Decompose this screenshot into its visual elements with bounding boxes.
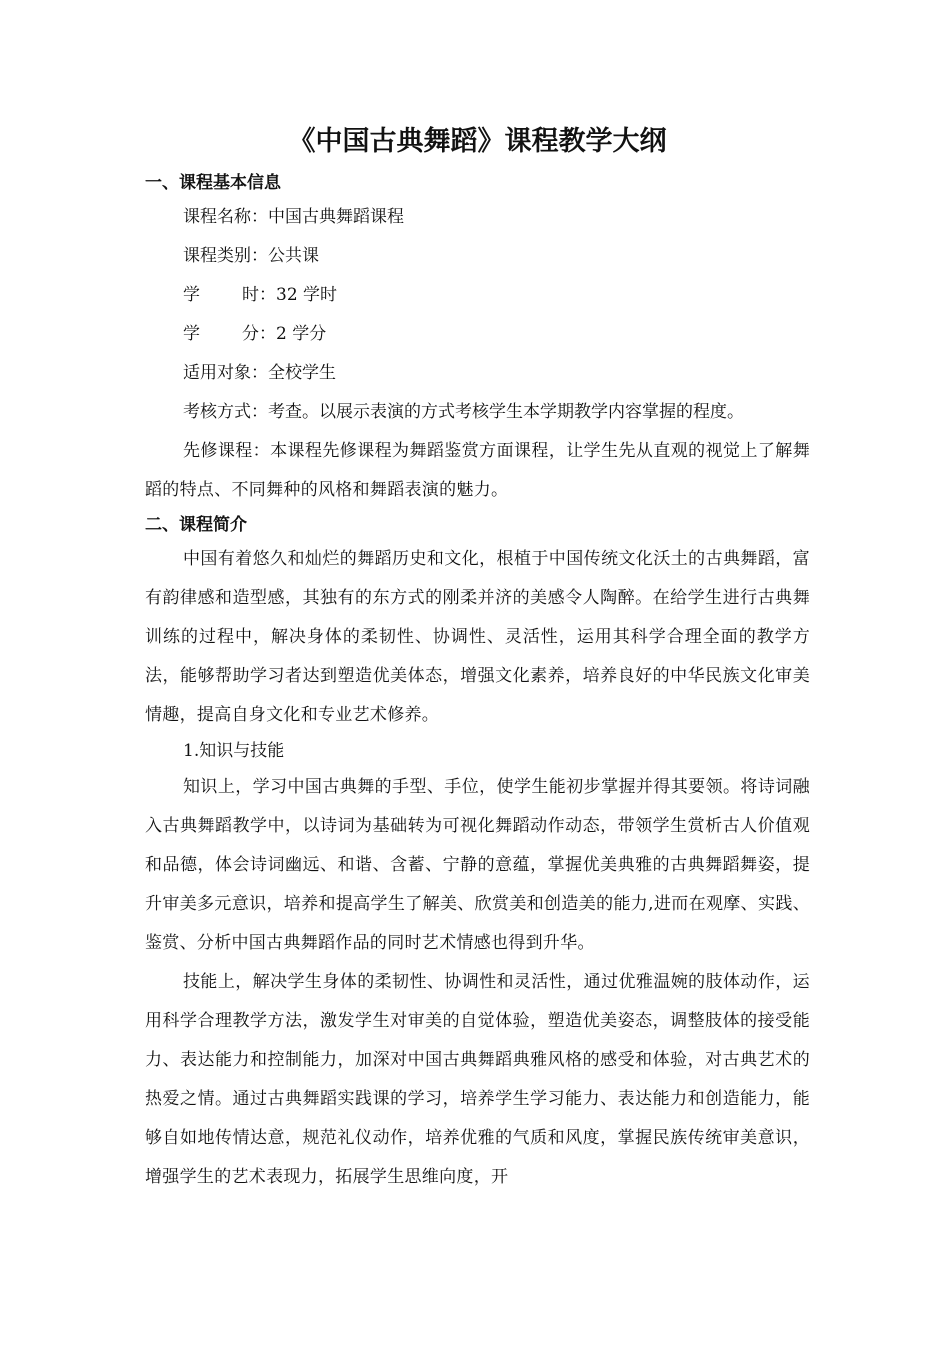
field-course-type xyxy=(145,237,810,276)
field-hours xyxy=(145,276,810,315)
subheading-knowledge-skills: 1.知识与技能 xyxy=(183,741,285,761)
field-value: 考查。以展示表演的方式考核学生本学期教学内容掌握的程度。 xyxy=(268,402,744,422)
skills-paragraph: 技能上，解决学生身体的柔韧性、协调性和灵活性，通过优雅温婉的肢体动作，运用科学合理教学方法，激发学生对审美的自觉体验，塑造优美姿态，调整肢体的接受能力、表达能力和控制能力，加深对中国古典舞蹈典雅风格的感受和体验，对古典艺术的热爱之情。通过古典舞蹈实践课的学习，培养学生学习能力、表达能力和创造能力，能够自如地传情达意，规范礼仪动作，培养优雅的气质和风度，掌握民族传统审美意识，增强学生的艺术表现力，拓展学生思维向度，开 xyxy=(145,972,810,1187)
document-page xyxy=(145,120,810,1197)
field-assessment xyxy=(145,393,810,432)
field-label-rest: 时： xyxy=(242,285,276,305)
document-title: 《中国古典舞蹈》课程教学大纲 xyxy=(288,126,667,157)
field-value: 全校学生 xyxy=(268,363,336,383)
field-label-first-char: 学 xyxy=(183,324,200,344)
field-value: 本课程先修课程为舞蹈鉴赏方面课程，让学生先从直观的视觉上了解舞蹈的特点、不同舞种的风格和舞蹈表演的魅力。 xyxy=(145,441,810,500)
intro-paragraph: 中国有着悠久和灿烂的舞蹈历史和文化，根植于中国传统文化沃土的古典舞蹈，富有韵律感和造型感，其独有的东方式的刚柔并济的美感令人陶醉。在给学生进行古典舞训练的过程中，解决身体的柔韧性、协调性、灵活性，运用其科学合理全面的教学方法，能够帮助学习者达到塑造优美体态，增强文化素养，培养良好的中华民族文化审美情趣，提高自身文化和专业艺术修养。 xyxy=(145,549,810,725)
field-label: 先修课程： xyxy=(183,441,271,461)
field-label-rest: 分： xyxy=(242,324,276,344)
field-value: 2 学分 xyxy=(276,324,327,344)
section-heading-intro: 二、课程简介 xyxy=(145,515,247,535)
field-label: 考核方式： xyxy=(183,402,268,422)
field-value: 32 学时 xyxy=(276,285,338,305)
field-label-first-char: 学 xyxy=(183,285,200,305)
field-credits xyxy=(145,315,810,354)
knowledge-paragraph: 知识上，学习中国古典舞的手型、手位，使学生能初步掌握并得其要领。将诗词融入古典舞蹈教学中，以诗词为基础转为可视化舞蹈动作动态，带领学生赏析古人价值观和品德，体会诗词幽远、和谐、含蓄、宁静的意蕴，掌握优美典雅的古典舞蹈舞姿，提升审美多元意识，培养和提高学生了解美、欣赏美和创造美的能力,进而在观摩、实践、鉴赏、分析中国古典舞蹈作品的同时艺术情感也得到升华。 xyxy=(145,777,810,953)
field-value: 公共课 xyxy=(268,246,319,266)
field-label: 课程类别： xyxy=(183,246,268,266)
field-value: 中国古典舞蹈课程 xyxy=(268,207,404,227)
field-course-name xyxy=(145,198,810,237)
field-prerequisite xyxy=(145,432,810,510)
field-label: 课程名称： xyxy=(183,207,268,227)
section-heading-basic-info: 一、课程基本信息 xyxy=(145,173,281,193)
field-label: 适用对象： xyxy=(183,363,268,383)
field-audience xyxy=(145,354,810,393)
